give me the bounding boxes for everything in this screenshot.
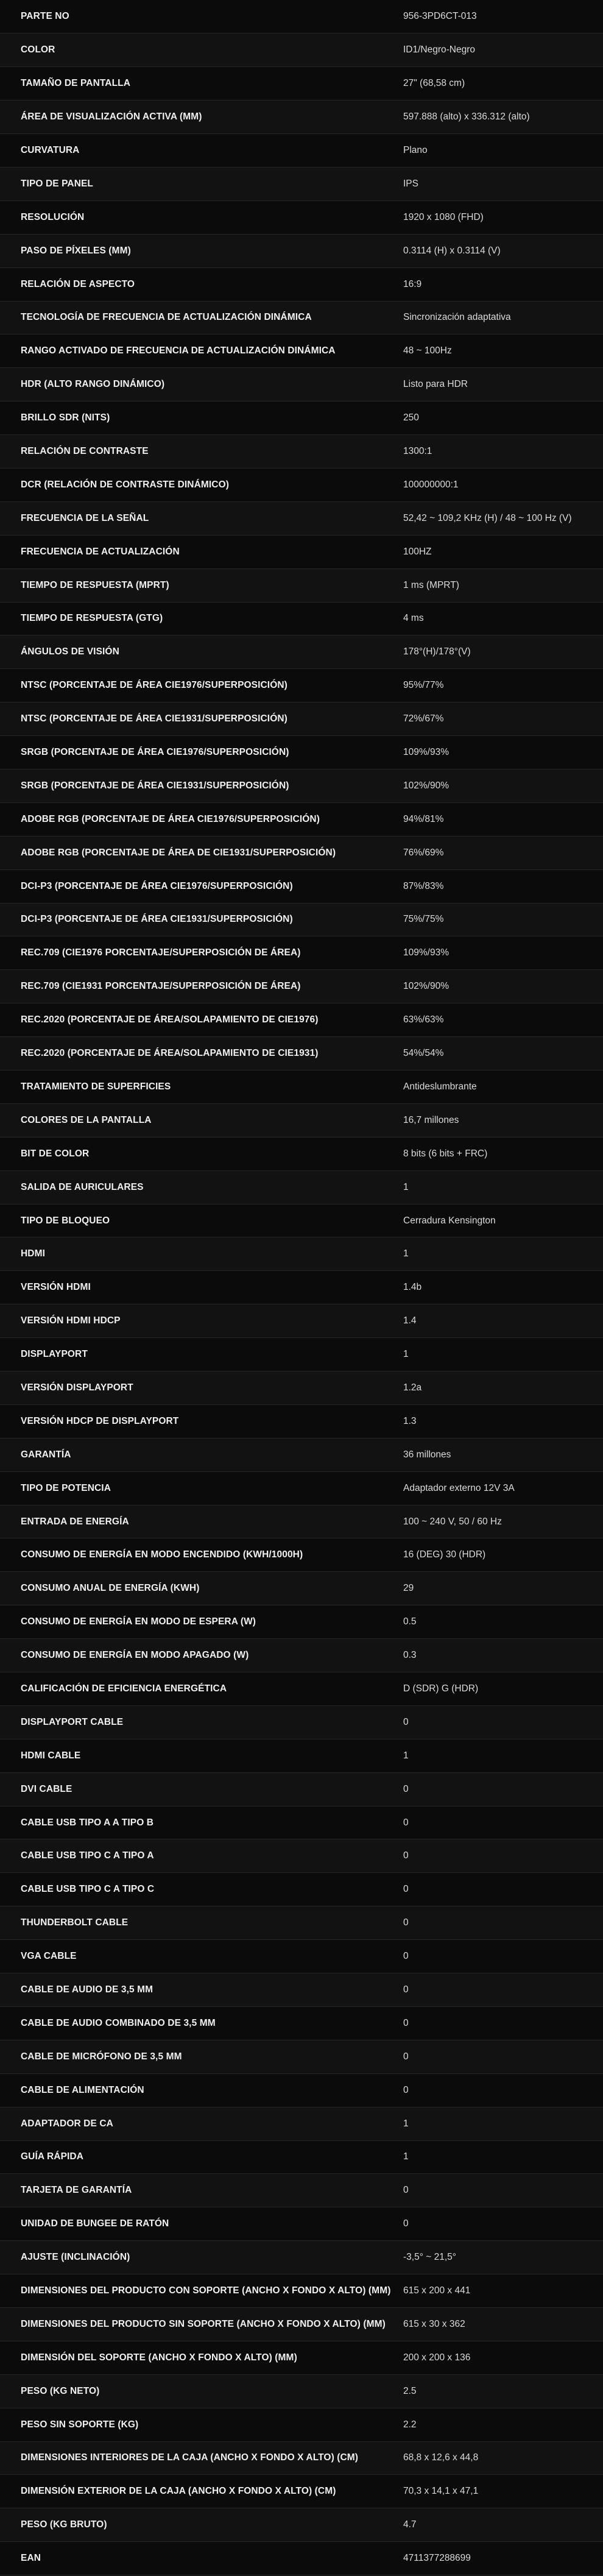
spec-label: ÁNGULOS DE VISIÓN [21,646,119,657]
spec-value: 95%/77% [403,680,444,691]
spec-row [0,1505,603,1538]
spec-value: 0.3 [403,1650,417,1661]
spec-value: 72%/67% [403,713,444,724]
spec-value: 1.3 [403,1415,417,1426]
spec-label: PESO (KG BRUTO) [21,2519,107,2530]
spec-label: NTSC (PORCENTAJE DE ÁREA CIE1976/SUPERPOSICIÓN) [21,680,287,691]
spec-row [0,2307,603,2341]
spec-value: 0.3114 (H) x 0.3114 (V) [403,245,501,256]
spec-label: CABLE DE AUDIO DE 3,5 MM [21,1984,153,1995]
spec-value: 597.888 (alto) x 336.312 (alto) [403,111,530,122]
spec-label: RELACIÓN DE CONTRASTE [21,446,149,457]
spec-value: 16 (DEG) 30 (HDR) [403,1549,486,1560]
spec-value: ID1/Negro-Negro [403,44,476,55]
spec-label: ENTRADA DE ENERGÍA [21,1516,129,1527]
spec-row [0,702,603,736]
spec-row [0,101,603,134]
spec-label: CABLE DE AUDIO COMBINADO DE 3,5 MM [21,2017,216,2028]
spec-value: 200 x 200 x 136 [403,2352,471,2363]
spec-row [0,1538,603,1572]
spec-row [0,1338,603,1371]
spec-value: 1 [403,1248,409,1259]
spec-label: COLORES DE LA PANTALLA [21,1114,152,1125]
spec-value: 102%/90% [403,981,449,992]
spec-label: CONSUMO DE ENERGÍA EN MODO ENCENDIDO (KWH/1000H) [21,1549,303,1560]
spec-value: 100 ~ 240 V, 50 / 60 Hz [403,1516,502,1527]
spec-label: HDMI CABLE [21,1750,81,1761]
spec-value: 70,3 x 14,1 x 47,1 [403,2486,479,2497]
spec-value: -3,5° ~ 21,5° [403,2252,456,2263]
spec-value: 1 [403,1349,409,1360]
spec-row [0,2107,603,2140]
spec-label: CABLE USB TIPO A A TIPO B [21,1817,154,1828]
spec-row [0,802,603,836]
spec-row [0,67,603,101]
spec-row [0,602,603,635]
spec-label: CABLE USB TIPO C A TIPO C [21,1884,155,1895]
spec-row [0,1906,603,1940]
spec-label: RANGO ACTIVADO DE FRECUENCIA DE ACTUALIZACIÓN DINÁMICA [21,345,336,356]
spec-label: ADOBE RGB (PORCENTAJE DE ÁREA CIE1976/SUPERPOSICIÓN) [21,813,320,824]
spec-row [0,2341,603,2374]
spec-value: 16,7 millones [403,1114,459,1125]
spec-label: DISPLAYPORT CABLE [21,1716,124,1727]
spec-row [0,2408,603,2441]
spec-row [0,2207,603,2241]
spec-label: DCR (RELACIÓN DE CONTRASTE DINÁMICO) [21,479,230,490]
spec-value: 29 [403,1583,414,1594]
spec-value: 1 [403,1750,409,1761]
spec-row [0,2073,603,2107]
spec-row [0,1705,603,1739]
spec-row [0,200,603,234]
spec-label: VGA CABLE [21,1951,77,1962]
spec-value: 1 [403,2118,409,2129]
spec-label: CALIFICACIÓN DE EFICIENCIA ENERGÉTICA [21,1683,227,1694]
spec-label: ADAPTADOR DE CA [21,2118,113,2129]
spec-value: 2.5 [403,2385,417,2396]
spec-row [0,501,603,535]
spec-value: 1.4b [403,1282,422,1293]
spec-value: 16:9 [403,278,422,289]
spec-label: HDR (ALTO RANGO DINÁMICO) [21,379,165,390]
spec-value: 100HZ [403,546,432,557]
spec-label: PASO DE PÍXELES (MM) [21,245,131,256]
spec-row [0,1037,603,1070]
spec-value: 0 [403,2084,409,2095]
spec-value: 1 [403,2151,409,2162]
spec-label: RESOLUCIÓN [21,211,85,222]
spec-row [0,2241,603,2274]
spec-row [0,402,603,435]
spec-value: Listo para HDR [403,379,468,390]
spec-label: VERSIÓN HDCP DE DISPLAYPORT [21,1415,179,1426]
spec-label: EAN [21,2553,41,2564]
spec-label: RELACIÓN DE ASPECTO [21,278,135,289]
spec-row [0,468,603,501]
spec-value: 94%/81% [403,813,444,824]
spec-row [0,301,603,334]
spec-value: 4.7 [403,2519,417,2530]
spec-row [0,1103,603,1137]
spec-label: DVI CABLE [21,1783,72,1794]
spec-label: UNIDAD DE BUNGEE DE RATÓN [21,2218,169,2229]
spec-label: VERSIÓN HDMI [21,1282,91,1293]
spec-value: 52,42 ~ 109,2 KHz (H) / 48 ~ 100 Hz (V) [403,512,572,523]
spec-label: THUNDERBOLT CABLE [21,1917,129,1928]
spec-label: DIMENSIONES DEL PRODUCTO SIN SOPORTE (ANCHO X FONDO X ALTO) (MM) [21,2318,386,2329]
spec-value: 36 millones [403,1449,451,1460]
spec-value: 0 [403,1951,409,1962]
spec-value: 956-3PD6CT-013 [403,11,477,22]
spec-label: DCI-P3 (PORCENTAJE DE ÁREA CIE1931/SUPERPOSICIÓN) [21,914,293,925]
spec-value: 250 [403,412,419,423]
spec-label: NTSC (PORCENTAJE DE ÁREA CIE1931/SUPERPOSICIÓN) [21,713,287,724]
spec-row [0,769,603,802]
spec-value: 1.4 [403,1315,417,1326]
spec-label: GUÍA RÁPIDA [21,2151,84,2162]
spec-value: 178°(H)/178°(V) [403,646,471,657]
spec-row [0,836,603,869]
spec-row [0,2140,603,2174]
spec-row [0,2174,603,2207]
spec-value: 48 ~ 100Hz [403,345,452,356]
spec-row [0,1973,603,2007]
spec-value: 54%/54% [403,1048,444,1059]
spec-label: TAMAÑO DE PANTALLA [21,78,131,89]
spec-label: PARTE NO [21,11,69,22]
spec-row [0,970,603,1003]
spec-label: CONSUMO DE ENERGÍA EN MODO DE ESPERA (W) [21,1616,256,1627]
spec-label: TIPO DE PANEL [21,178,93,189]
spec-value: Antideslumbrante [403,1081,477,1092]
spec-row [0,234,603,267]
spec-row [0,435,603,469]
spec-row [0,936,603,970]
spec-value: 0 [403,1850,409,1861]
spec-label: GARANTÍA [21,1449,71,1460]
spec-value: Cerradura Kensington [403,1215,496,1226]
spec-row [0,869,603,903]
spec-label: SALIDA DE AURICULARES [21,1181,144,1192]
spec-value: 2.2 [403,2419,417,2430]
spec-label: CABLE DE ALIMENTACIÓN [21,2084,144,2095]
spec-value: 87%/83% [403,880,444,891]
spec-label: CABLE USB TIPO C A TIPO A [21,1850,154,1861]
spec-label: REC.2020 (PORCENTAJE DE ÁREA/SOLAPAMIENTO DE CIE1931) [21,1048,319,1059]
spec-label: CONSUMO ANUAL DE ENERGÍA (KWH) [21,1583,200,1594]
spec-row [0,1438,603,1471]
spec-value: 8 bits (6 bits + FRC) [403,1148,488,1159]
spec-row [0,1371,603,1405]
spec-value: 0 [403,1817,409,1828]
spec-value: 63%/63% [403,1014,444,1025]
spec-row [0,1572,603,1605]
spec-value: IPS [403,178,418,189]
spec-value: 4711377288699 [403,2553,471,2564]
spec-label: TIEMPO DE RESPUESTA (GTG) [21,613,163,624]
spec-value: 102%/90% [403,780,449,791]
spec-value: 615 x 200 x 441 [403,2285,471,2296]
spec-row [0,2274,603,2308]
spec-label: VERSIÓN DISPLAYPORT [21,1382,133,1393]
spec-row [0,1739,603,1772]
spec-label: SRGB (PORCENTAJE DE ÁREA CIE1931/SUPERPOSICIÓN) [21,780,289,791]
spec-value: 109%/93% [403,947,449,958]
spec-row [0,1404,603,1438]
spec-row [0,1806,603,1839]
spec-row [0,2006,603,2040]
spec-value: Adaptador externo 12V 3A [403,1482,515,1493]
spec-label: CABLE DE MICRÓFONO DE 3,5 MM [21,2051,182,2062]
spec-label: TECNOLOGÍA DE FRECUENCIA DE ACTUALIZACIÓN DINÁMICA [21,312,312,323]
spec-row [0,2475,603,2508]
spec-value: 76%/69% [403,847,444,858]
spec-row [0,267,603,301]
spec-label: COLOR [21,44,55,55]
spec-label: CURVATURA [21,145,80,155]
spec-value: Plano [403,145,428,155]
spec-row [0,2040,603,2073]
spec-row [0,1873,603,1906]
spec-row [0,1639,603,1672]
spec-row [0,1237,603,1271]
spec-value: 1 ms (MPRT) [403,579,459,590]
spec-label: CONSUMO DE ENERGÍA EN MODO APAGADO (W) [21,1650,249,1661]
spec-value: 100000000:1 [403,479,459,490]
spec-value: 0 [403,1884,409,1895]
spec-value: 68,8 x 12,6 x 44,8 [403,2452,479,2463]
spec-label: REC.2020 (PORCENTAJE DE ÁREA/SOLAPAMIENTO DE CIE1976) [21,1014,319,1025]
spec-row [0,2441,603,2475]
spec-value: 0 [403,1716,409,1727]
spec-label: TIPO DE BLOQUEO [21,1215,110,1226]
spec-row [0,2542,603,2575]
spec-value: 0 [403,2051,409,2062]
spec-label: DCI-P3 (PORCENTAJE DE ÁREA CIE1976/SUPERPOSICIÓN) [21,880,293,891]
spec-label: SRGB (PORCENTAJE DE ÁREA CIE1976/SUPERPOSICIÓN) [21,747,289,758]
spec-value: 0 [403,2017,409,2028]
spec-row [0,535,603,568]
spec-value: 4 ms [403,613,424,624]
spec-value: 0 [403,1917,409,1928]
spec-row [0,1003,603,1037]
spec-row [0,1471,603,1505]
spec-row [0,635,603,669]
spec-label: PESO (KG NETO) [21,2385,100,2396]
spec-label: PESO SIN SOPORTE (KG) [21,2419,139,2430]
spec-value: 0.5 [403,1616,417,1627]
spec-row [0,669,603,702]
spec-value: 109%/93% [403,747,449,758]
spec-value: D (SDR) G (HDR) [403,1683,479,1694]
spec-value: 0 [403,2218,409,2229]
spec-label: BIT DE COLOR [21,1148,90,1159]
spec-row [0,1271,603,1304]
spec-label: ÁREA DE VISUALIZACIÓN ACTIVA (MM) [21,111,202,122]
spec-row [0,1672,603,1706]
spec-value: 0 [403,1783,409,1794]
spec-row [0,368,603,402]
spec-row [0,2508,603,2542]
spec-label: AJUSTE (INCLINACIÓN) [21,2252,130,2263]
spec-label: TIPO DE POTENCIA [21,1482,111,1493]
spec-value: 615 x 30 x 362 [403,2318,465,2329]
spec-label: DISPLAYPORT [21,1349,88,1360]
spec-row [0,1070,603,1104]
spec-row [0,1940,603,1973]
spec-label: DIMENSIÓN EXTERIOR DE LA CAJA (ANCHO X FONDO X ALTO) (CM) [21,2486,336,2497]
spec-row [0,334,603,368]
spec-label: ADOBE RGB (PORCENTAJE DE ÁREA DE CIE1931/SUPERPOSICIÓN) [21,847,336,858]
spec-value: 1300:1 [403,446,432,457]
spec-row [0,1605,603,1639]
spec-row [0,1304,603,1338]
spec-row [0,2374,603,2408]
spec-value: 0 [403,1984,409,1995]
spec-row [0,134,603,168]
spec-value: 1 [403,1181,409,1192]
spec-value: 75%/75% [403,914,444,925]
spec-row [0,568,603,602]
spec-value: 27" (68,58 cm) [403,78,465,89]
spec-label: TARJETA DE GARANTÍA [21,2185,132,2196]
spec-row [0,903,603,936]
spec-value: 1.2a [403,1382,422,1393]
spec-row [0,34,603,67]
spec-label: HDMI [21,1248,46,1259]
spec-label: FRECUENCIA DE LA SEÑAL [21,512,149,523]
spec-row [0,1204,603,1237]
spec-label: BRILLO SDR (NITS) [21,412,110,423]
spec-label: DIMENSIONES DEL PRODUCTO CON SOPORTE (ANCHO X FONDO X ALTO) (MM) [21,2285,391,2296]
spec-label: DIMENSIONES INTERIORES DE LA CAJA (ANCHO X FONDO X ALTO) (CM) [21,2452,359,2463]
spec-value: 0 [403,2185,409,2196]
spec-row [0,1839,603,1873]
spec-label: TIEMPO DE RESPUESTA (MPRT) [21,579,169,590]
spec-label: TRATAMIENTO DE SUPERFICIES [21,1081,171,1092]
spec-label: REC.709 (CIE1931 PORCENTAJE/SUPERPOSICIÓN DE ÁREA) [21,981,301,992]
spec-value: Sincronización adaptativa [403,312,511,323]
spec-label: VERSIÓN HDMI HDCP [21,1315,121,1326]
spec-label: FRECUENCIA DE ACTUALIZACIÓN [21,546,180,557]
spec-row [0,736,603,770]
spec-row [0,1772,603,1806]
spec-row [0,0,603,34]
spec-row [0,1170,603,1204]
spec-value: 1920 x 1080 (FHD) [403,211,484,222]
spec-row [0,167,603,200]
spec-label: DIMENSIÓN DEL SOPORTE (ANCHO X FONDO X ALTO) (MM) [21,2352,297,2363]
spec-label: REC.709 (CIE1976 PORCENTAJE/SUPERPOSICIÓN DE ÁREA) [21,947,301,958]
spec-row [0,1137,603,1170]
